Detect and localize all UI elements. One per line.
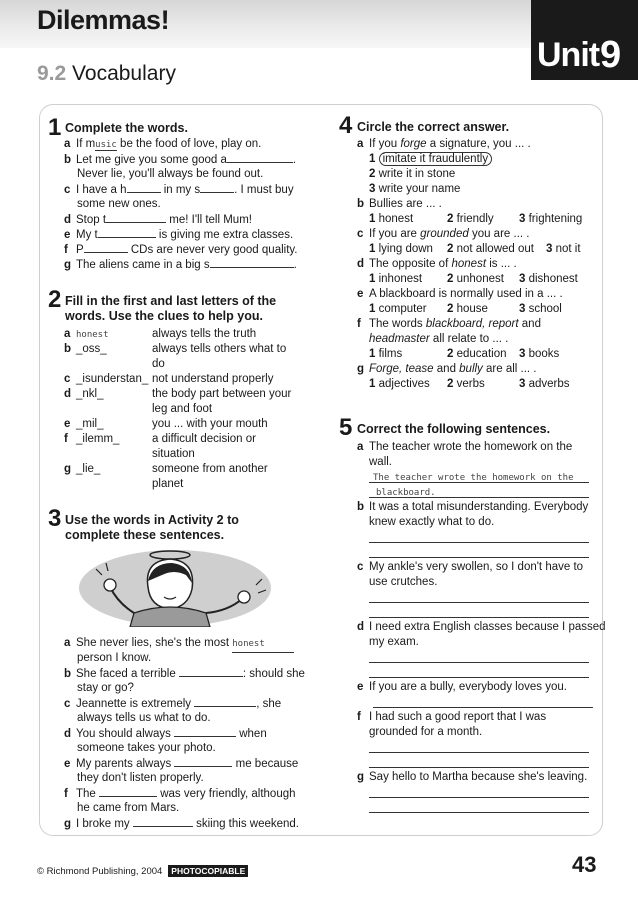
item-text: me! I'll tell Mum! <box>166 214 252 226</box>
a4-question-f <box>357 317 541 332</box>
item-letter: b <box>357 198 365 210</box>
item-text: Bullies are ... . <box>369 198 442 210</box>
a4-question-f-cont <box>369 332 508 347</box>
section-heading <box>37 62 176 86</box>
option-text: unhonest <box>456 273 504 285</box>
item-text: It was a total misunderstanding. Everybody <box>369 501 589 513</box>
item-text: If you <box>369 138 401 150</box>
answer-blank[interactable] <box>84 242 128 253</box>
option-text: house <box>456 303 488 315</box>
a1-item-b-cont: Never lie, you'll always be found out. <box>77 168 264 180</box>
item-text-italic: Forge, tease <box>369 363 434 375</box>
answer-line[interactable] <box>369 661 589 663</box>
a2-word-b <box>64 342 107 357</box>
a4-e-option-2[interactable]: 2 house <box>447 303 488 315</box>
item-letter: b <box>357 501 365 513</box>
copyright-text: © Richmond Publishing, 2004 <box>37 866 163 877</box>
answer-line[interactable] <box>369 676 589 678</box>
a1-item-g <box>64 257 297 273</box>
a2-clue-d-cont: leg and foot <box>152 403 213 415</box>
activity-4-number: 4 <box>339 112 353 139</box>
answer-line[interactable] <box>369 796 589 798</box>
a2-clue-d: the body part between your <box>152 388 292 400</box>
scrambled-word: _lie_ <box>76 463 101 475</box>
cartoon-illustration <box>78 547 273 627</box>
a1-item-f <box>64 242 297 258</box>
item-text: Stop t <box>76 214 107 226</box>
item-text: Let me give you some good a <box>76 154 227 166</box>
a4-f-option-2[interactable]: 2 education <box>447 348 507 360</box>
a4-question-a <box>357 137 531 152</box>
item-text: : should she <box>242 668 305 680</box>
activity-3-heading-line1: Use the words in Activity 2 to <box>65 513 239 527</box>
a3-item-a-cont: person I know. <box>77 652 152 664</box>
option-text: verbs <box>456 378 485 390</box>
item-text: when <box>236 728 267 740</box>
activity-1-number: 1 <box>48 114 62 141</box>
item-letter: c <box>357 228 364 240</box>
a4-question-e <box>357 287 563 302</box>
a5-item-a-cont: wall. <box>369 456 393 468</box>
a4-b-option-3[interactable]: 3 frightening <box>519 213 583 225</box>
answer-blank[interactable] <box>133 816 193 827</box>
a4-d-option-2[interactable]: 2 unhonest <box>447 273 504 285</box>
option-text: computer <box>378 303 427 315</box>
item-text: She never lies, she's the most <box>76 637 233 649</box>
a2-clue-a: always tells the truth <box>152 328 257 340</box>
answer-blank[interactable] <box>227 152 293 163</box>
option-text: education <box>456 348 507 360</box>
a4-g-option-1[interactable]: 1 adjectives <box>369 378 430 390</box>
a1-item-d <box>64 212 252 228</box>
item-letter: e <box>357 681 364 693</box>
item-text-italic: blackboard, report <box>425 318 519 330</box>
answer-line[interactable] <box>369 811 589 813</box>
answer-blank[interactable] <box>179 666 243 677</box>
option-text: school <box>528 303 562 315</box>
a4-e-option-3[interactable]: 3 school <box>519 303 562 315</box>
option-text: books <box>528 348 560 360</box>
item-letter: g <box>357 363 365 375</box>
a3-item-d-cont: someone takes your photo. <box>77 742 216 754</box>
item-text: and <box>518 318 541 330</box>
a3-item-b <box>64 666 305 682</box>
a4-b-option-1[interactable]: 1 honest <box>369 213 414 225</box>
answer-line[interactable] <box>373 706 593 708</box>
a2-clue-f: a difficult decision or <box>152 433 256 445</box>
option-text: dishonest <box>528 273 578 285</box>
a2-word-d <box>64 387 104 402</box>
item-letter: e <box>64 758 71 770</box>
item-text: me because <box>232 758 299 770</box>
a3-item-c-cont: always tells us what to do. <box>77 712 211 724</box>
a4-question-b <box>357 197 442 212</box>
item-letter: b <box>64 668 72 680</box>
a1-item-b <box>64 152 296 168</box>
a4-c-option-2[interactable]: 2 not allowed out <box>447 243 534 255</box>
footer <box>37 866 248 877</box>
answer-blank[interactable] <box>127 182 161 193</box>
handwritten-answer: blackboard. <box>376 488 436 498</box>
a1-item-c-cont: some new ones. <box>77 198 161 210</box>
option-text: frightening <box>528 213 583 225</box>
item-text: and <box>433 363 460 375</box>
item-letter: f <box>357 711 361 723</box>
a4-question-d <box>357 257 517 272</box>
item-letter: e <box>357 288 364 300</box>
item-text: Say hello to Martha because she's leaving. <box>369 771 588 783</box>
a5-item-f-cont: grounded for a month. <box>369 726 483 738</box>
activity-2-heading-line2: words. Use the clues to help you. <box>65 309 263 323</box>
item-letter: d <box>357 258 365 270</box>
a2-clue-c: not understand properly <box>152 373 274 385</box>
a5-item-c <box>357 560 583 575</box>
item-letter: g <box>357 771 365 783</box>
activity-2-number: 2 <box>48 286 62 313</box>
item-letter: b <box>64 154 72 166</box>
a5-item-a <box>357 440 572 455</box>
item-text: I have a h <box>76 184 127 196</box>
item-text: My ankle's very swollen, so I don't have to <box>369 561 584 573</box>
a5-item-f <box>357 710 546 725</box>
handwritten-answer: honest <box>76 330 109 340</box>
item-text-italic: forge <box>400 138 427 150</box>
a2-clue-f-cont: situation <box>152 448 195 460</box>
circled-answer: imitate it fraudulently <box>379 152 492 166</box>
item-text: . I must buy <box>234 184 294 196</box>
a3-item-c <box>64 696 281 712</box>
item-text: The teacher wrote the homework on the <box>369 441 573 453</box>
item-text: is giving me extra classes. <box>155 229 294 241</box>
option-text: honest <box>378 213 414 225</box>
item-text: If you are <box>369 228 421 240</box>
activity-4-heading: Circle the correct answer. <box>357 120 510 134</box>
a3-item-f-cont: he came from Mars. <box>77 802 180 814</box>
item-letter: a <box>64 328 71 340</box>
a5-item-g <box>357 770 587 785</box>
item-letter: f <box>64 244 68 256</box>
a3-item-e <box>64 756 298 772</box>
item-letter: a <box>357 138 364 150</box>
item-text: The <box>76 788 100 800</box>
item-text: you are ... . <box>468 228 530 240</box>
option-text: lying down <box>378 243 433 255</box>
a1-item-a <box>64 137 261 153</box>
a3-item-f <box>64 786 296 802</box>
a4-question-c <box>357 227 529 242</box>
handwritten-answer: usic <box>95 140 117 150</box>
answer-blank[interactable] <box>210 257 294 268</box>
item-text: . <box>292 154 297 166</box>
a4-question-g <box>357 362 537 377</box>
a2-word-g <box>64 462 100 477</box>
scrambled-word: _oss_ <box>76 343 107 355</box>
a4-c-option-1[interactable]: 1 lying down <box>369 243 433 255</box>
item-letter: g <box>64 463 72 475</box>
item-letter: d <box>64 388 72 400</box>
activity-1-heading: Complete the words. <box>65 121 188 135</box>
unit-number: 9 <box>600 34 622 76</box>
item-letter: d <box>357 621 365 633</box>
option-text: adjectives <box>378 378 430 390</box>
item-letter: c <box>357 561 364 573</box>
page-number: 43 <box>572 852 597 877</box>
item-letter: d <box>64 214 72 226</box>
a2-word-a <box>64 327 109 343</box>
answer-blank[interactable] <box>106 212 166 223</box>
activity-5-heading: Correct the following sentences. <box>357 422 551 436</box>
a5-item-e <box>357 680 567 695</box>
section-number: 9.2 <box>37 62 67 85</box>
item-letter: f <box>64 433 68 445</box>
answer-blank[interactable] <box>174 756 232 767</box>
item-text: skiing this weekend. <box>192 818 300 830</box>
a5-item-b <box>357 500 588 515</box>
item-text-italic: grounded <box>420 228 469 240</box>
answer-blank[interactable] <box>174 726 236 737</box>
item-letter: a <box>357 441 364 453</box>
item-letter: g <box>64 259 72 271</box>
item-text: If m <box>76 138 96 150</box>
item-text: all relate to ... . <box>429 333 509 345</box>
item-text: is ... . <box>486 258 517 270</box>
a4-a-option-2[interactable]: 2 write it in stone <box>369 168 456 180</box>
answer-blank[interactable] <box>200 182 234 193</box>
item-text: The words <box>369 318 426 330</box>
item-text: Jeannette is extremely <box>76 698 195 710</box>
item-text: in my s <box>160 184 201 196</box>
item-letter: e <box>64 229 71 241</box>
item-letter: g <box>64 818 72 830</box>
activity-3-number: 3 <box>48 505 62 532</box>
item-text: CDs are never very good quality. <box>127 244 298 256</box>
a5-item-c-cont: use crutches. <box>369 576 438 588</box>
a5-item-d <box>357 620 606 635</box>
answer-line[interactable] <box>369 541 589 543</box>
item-text: be the food of love, play on. <box>116 138 262 150</box>
item-text: I had such a good report that I was <box>369 711 547 723</box>
item-text: My t <box>76 229 98 241</box>
option-text: not it <box>555 243 581 255</box>
a2-clue-b-cont: do <box>152 358 165 370</box>
option-text: not allowed out <box>456 243 534 255</box>
answer-line[interactable] <box>369 751 589 753</box>
item-text: My parents always <box>76 758 175 770</box>
photocopiable-badge: PHOTOCOPIABLE <box>168 865 248 877</box>
item-text: I need extra English classes because I passed <box>369 621 606 633</box>
activity-2-heading-line1: Fill in the first and last letters of the <box>65 294 277 308</box>
item-text: The opposite of <box>369 258 452 270</box>
a2-clue-g: someone from another <box>152 463 268 475</box>
scrambled-word: _ilemm_ <box>76 433 120 445</box>
item-text: She faced a terrible <box>76 668 179 680</box>
a4-d-option-3[interactable]: 3 dishonest <box>519 273 578 285</box>
a4-a-option-3[interactable]: 3 write your name <box>369 183 461 195</box>
option-text: friendly <box>456 213 494 225</box>
answer-line[interactable] <box>369 556 589 558</box>
a4-f-option-3[interactable]: 3 books <box>519 348 560 360</box>
a1-item-e <box>64 227 293 243</box>
option-text: write your name <box>378 183 461 195</box>
item-letter: c <box>64 698 71 710</box>
activity-5-number: 5 <box>339 414 353 441</box>
answer-line[interactable] <box>369 601 589 603</box>
section-title: Vocabulary <box>72 62 176 85</box>
answer-line[interactable] <box>369 496 589 498</box>
scrambled-word: _isunderstan_ <box>76 373 149 385</box>
handwritten-answer: honest <box>232 637 294 653</box>
item-text: The aliens came in a big s <box>76 259 210 271</box>
option-text: inhonest <box>378 273 423 285</box>
a2-clue-b: always tells others what to <box>152 343 287 355</box>
item-text: P <box>76 244 84 256</box>
a4-f-option-1[interactable]: 1 films <box>369 348 403 360</box>
a3-item-d <box>64 726 267 742</box>
item-text: , she <box>256 698 282 710</box>
a2-word-f <box>64 432 119 447</box>
a4-g-option-2[interactable]: 2 verbs <box>447 378 485 390</box>
item-letter: c <box>64 184 71 196</box>
item-text-italic: honest <box>451 258 487 270</box>
item-text: A blackboard is normally used in a ... . <box>369 288 563 300</box>
a2-word-e <box>64 417 103 432</box>
item-letter: a <box>64 138 71 150</box>
item-letter: f <box>357 318 361 330</box>
answer-line[interactable] <box>369 481 589 483</box>
answer-blank[interactable] <box>98 227 156 238</box>
item-text: You should always <box>76 728 175 740</box>
item-text: was very friendly, although <box>157 788 296 800</box>
item-letter: d <box>64 728 72 740</box>
answer-blank[interactable] <box>99 786 157 797</box>
a5-item-d-cont: my exam. <box>369 636 419 648</box>
a4-d-option-1[interactable]: 1 inhonest <box>369 273 423 285</box>
item-letter: c <box>64 373 71 385</box>
item-letter: f <box>64 788 68 800</box>
item-text: I broke my <box>76 818 133 830</box>
a4-c-option-3[interactable]: 3 not it <box>546 243 581 255</box>
unit-label: Unit <box>537 36 600 74</box>
answer-blank[interactable] <box>194 696 256 707</box>
item-letter: e <box>64 418 71 430</box>
a3-item-b-cont: stay or go? <box>77 682 134 694</box>
a1-item-c <box>64 182 294 198</box>
a4-e-option-1[interactable]: 1 computer <box>369 303 427 315</box>
a4-b-option-2[interactable]: 2 friendly <box>447 213 494 225</box>
option-text: films <box>378 348 403 360</box>
page-title: Dilemmas! <box>37 5 170 35</box>
item-letter: b <box>64 343 72 355</box>
item-text-italic: headmaster <box>369 333 430 345</box>
a3-item-e-cont: they don't listen properly. <box>77 772 204 784</box>
answer-line[interactable] <box>369 616 589 618</box>
option-text: write it in stone <box>378 168 456 180</box>
a2-clue-e: you ... with your mouth <box>152 418 268 430</box>
a5-item-b-cont: knew exactly what to do. <box>369 516 495 528</box>
item-letter: a <box>64 637 71 649</box>
a4-g-option-3[interactable]: 3 adverbs <box>519 378 570 390</box>
a2-clue-g-cont: planet <box>152 478 184 490</box>
item-text: If you are a bully, everybody loves you. <box>369 681 567 693</box>
option-text: adverbs <box>528 378 570 390</box>
item-text: a signature, you ... . <box>426 138 531 150</box>
item-text: are all ... . <box>482 363 537 375</box>
item-text: . <box>293 259 297 271</box>
activity-3-heading-line2: complete these sentences. <box>65 528 225 542</box>
item-text-italic: bully <box>459 363 483 375</box>
scrambled-word: _mil_ <box>76 418 104 430</box>
answer-line[interactable] <box>369 766 589 768</box>
handwritten-answer: The teacher wrote the homework on the <box>373 473 574 483</box>
a3-item-g <box>64 816 299 832</box>
a2-word-c <box>64 372 148 387</box>
scrambled-word: _nkl_ <box>76 388 104 400</box>
a4-a-option-1[interactable]: 1 imitate it fraudulently <box>369 152 492 167</box>
